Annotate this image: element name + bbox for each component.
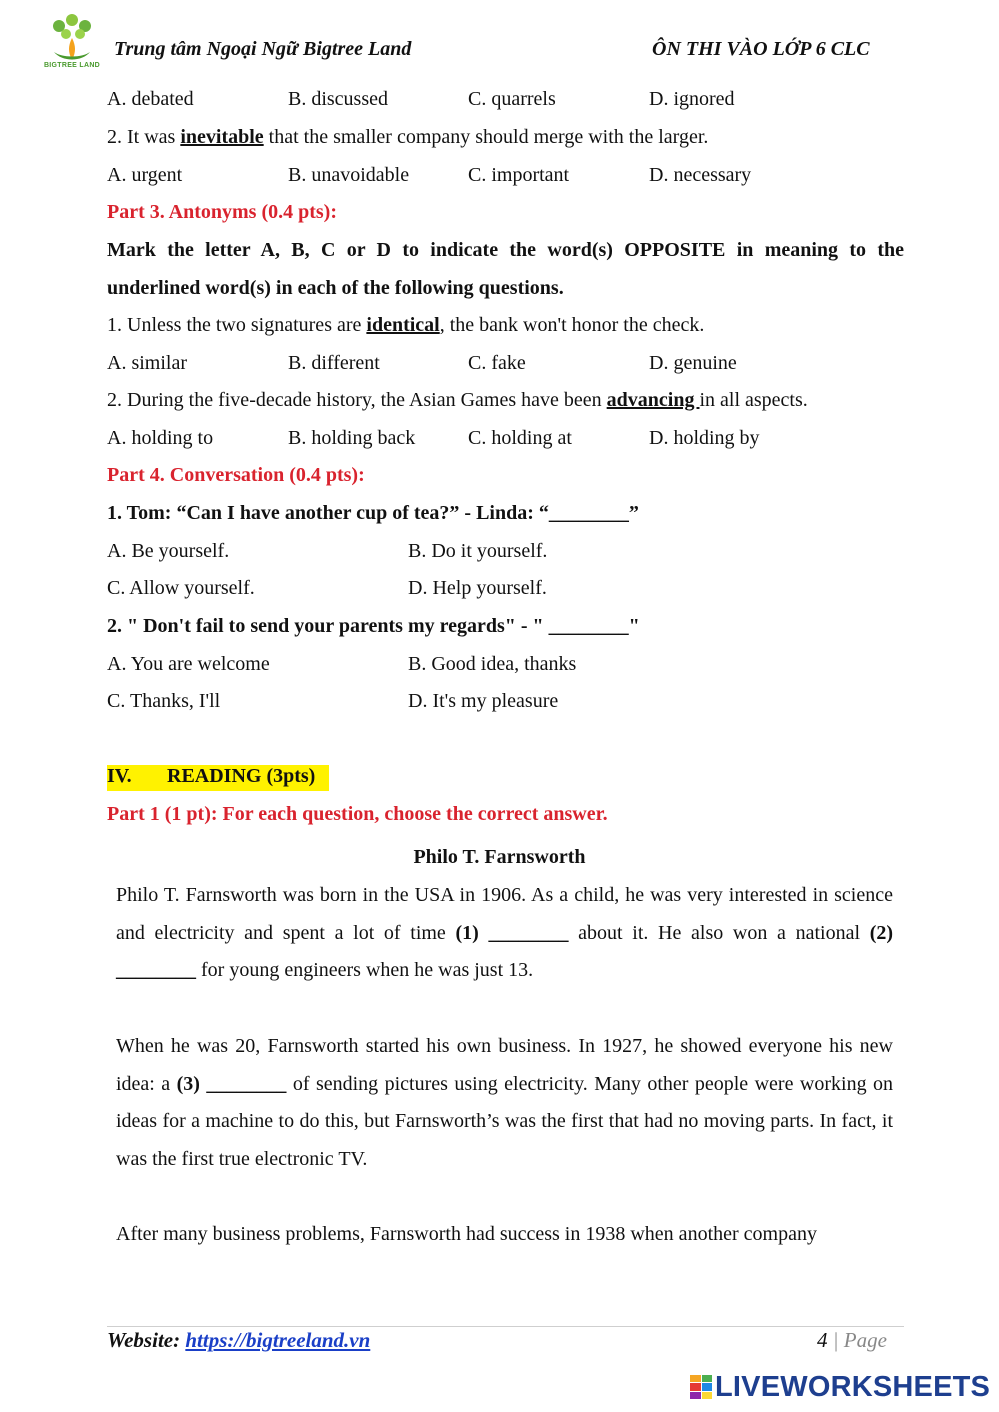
option-c[interactable]: C. fake <box>468 352 526 374</box>
reading-part1-heading: Part 1 (1 pt): For each question, choose the correct answer. <box>107 803 608 825</box>
option-c[interactable]: C. quarrels <box>468 88 556 110</box>
liveworksheets-logo-icon <box>690 1375 712 1399</box>
blank-2[interactable]: ________ <box>116 959 196 982</box>
watermark-text: LIVEWORKSHEETS <box>715 1370 991 1403</box>
option-a[interactable]: A. similar <box>107 352 187 374</box>
option-a[interactable]: A. holding to <box>107 427 214 449</box>
passage-paragraph-3: After many business problems, Farnsworth had success in 1938 when another company <box>116 1223 817 1245</box>
reading-section-heading <box>107 765 329 791</box>
option-d[interactable]: D. Help yourself. <box>408 577 547 599</box>
option-a[interactable]: A. debated <box>107 88 194 110</box>
underlined-word: identical <box>366 314 440 336</box>
option-d[interactable]: D. It's my pleasure <box>408 690 559 712</box>
page-number: 4 <box>817 1328 828 1352</box>
option-a[interactable]: A. You are welcome <box>107 653 270 675</box>
section-number: IV. <box>107 765 132 787</box>
underlined-word: inevitable <box>180 126 264 148</box>
part4-question-2: 2. " Don't fail to send your parents my regards" - " ________" <box>107 615 640 637</box>
option-c[interactable]: C. Allow yourself. <box>107 577 255 599</box>
option-c[interactable]: C. Thanks, I'll <box>107 690 221 712</box>
exam-title: ÔN THI VÀO LỚP 6 CLC <box>652 38 870 60</box>
part3-instruction-line1: Mark the letter A, B, C or D to indicate the word(s) OPPOSITE in meaning to the <box>107 239 904 261</box>
option-d[interactable]: D. ignored <box>649 88 735 110</box>
section-title: READING (3pts) <box>167 765 316 787</box>
option-b[interactable]: B. Good idea, thanks <box>408 653 577 675</box>
option-a[interactable]: A. Be yourself. <box>107 540 230 562</box>
part3-question-2: 2. During the five-decade history, the Asian Games have been advancing in all aspects. <box>107 389 808 411</box>
footer-website: Website: https://bigtreeland.vn <box>107 1328 371 1352</box>
passage-title: Philo T. Farnsworth <box>413 846 586 868</box>
blank-3[interactable]: ________ <box>206 1072 287 1095</box>
center-name: Trung tâm Ngoại Ngữ Bigtree Land <box>114 38 412 60</box>
part3-instruction-line2: underlined word(s) in each of the following questions. <box>107 277 564 299</box>
part2-question-2: 2. It was inevitable that the smaller company should merge with the larger. <box>107 126 709 148</box>
website-link[interactable]: https://bigtreeland.vn <box>185 1328 371 1352</box>
option-c[interactable]: C. holding at <box>468 427 572 449</box>
option-a[interactable]: A. urgent <box>107 164 183 186</box>
part3-question-1: 1. Unless the two signatures are identical, the bank won't honor the check. <box>107 314 705 336</box>
passage-paragraph-2: When he was 20, Farnsworth started his own business. In 1927, he showed everyone his new idea: a (3) ________ of sending pictures using electricity. Many other people were working on ideas for a machine to do this, but Farnsworth’s was the first that had no moving parts. In fact, it was the first true electronic TV. <box>116 1035 894 1170</box>
underlined-word: advancing <box>606 389 700 411</box>
logo-text: BIGTREE LAND <box>43 62 101 69</box>
page-label: Page <box>843 1328 887 1352</box>
option-c[interactable]: C. important <box>468 164 570 186</box>
passage-paragraph-1: Philo T. Farnsworth was born in the USA in 1906. As a child, he was very interested in science and electricity and spent a lot of time (1) ________ about it. He also won a national (2) ________ for young engineers when he was just 13. <box>116 884 894 982</box>
liveworksheets-watermark <box>690 1370 990 1404</box>
part3-heading: Part 3. Antonyms (0.4 pts): <box>107 201 337 223</box>
option-d[interactable]: D. holding by <box>649 427 760 449</box>
option-d[interactable]: D. genuine <box>649 352 737 374</box>
page-indicator: 4 | Page <box>817 1328 887 1352</box>
footer-divider <box>107 1326 904 1327</box>
part4-question-1: 1. Tom: “Can I have another cup of tea?” - Linda: “________” <box>107 502 639 524</box>
option-b[interactable]: B. unavoidable <box>288 164 410 186</box>
option-d[interactable]: D. necessary <box>649 164 752 186</box>
option-b[interactable]: B. different <box>288 352 380 374</box>
part4-heading: Part 4. Conversation (0.4 pts): <box>107 464 365 486</box>
option-b[interactable]: B. discussed <box>288 88 388 110</box>
option-b[interactable]: B. Do it yourself. <box>408 540 548 562</box>
blank-1[interactable]: ________ <box>488 921 569 944</box>
option-b[interactable]: B. holding back <box>288 427 416 449</box>
